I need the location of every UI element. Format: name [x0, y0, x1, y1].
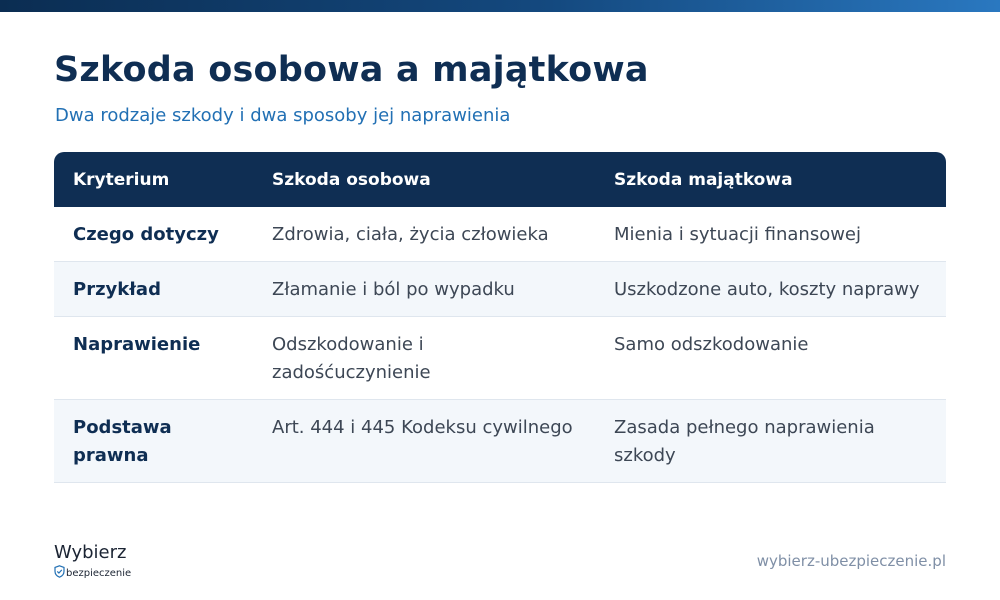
criterion-cell: [54, 262, 254, 316]
criterion-text: Naprawienie: [73, 334, 201, 355]
logo-wordmark-row: [54, 565, 131, 582]
logo-wordmark-bottom: bezpieczenie: [66, 567, 132, 579]
column-header-property-damage: Szkoda majątkowa: [614, 169, 793, 190]
personal-damage-cell: [254, 400, 595, 482]
criterion-text: Przykład: [73, 279, 161, 300]
shield-check-icon: [54, 565, 66, 582]
page-title: Szkoda osobowa a majątkowa: [54, 50, 649, 90]
property-damage-cell: [595, 262, 946, 316]
table-row: [54, 207, 946, 262]
criterion-cell: [54, 207, 254, 261]
comparison-table: [54, 152, 946, 483]
property-damage-text: Mienia i sytuacji finansowej: [614, 224, 862, 245]
criterion-text: Podstawa: [73, 417, 172, 438]
criterion-cell: [54, 317, 254, 399]
criterion-cell: [54, 400, 254, 482]
personal-damage-cell: [254, 207, 595, 261]
property-damage-cell: [595, 400, 946, 482]
website-url: wybierz-ubezpieczenie.pl: [756, 552, 946, 570]
personal-damage-text: Odszkodowanie i: [272, 334, 424, 355]
property-damage-text: Zasada pełnego naprawienia: [614, 417, 875, 438]
property-damage-cell: [595, 317, 946, 399]
criterion-text: prawna: [73, 445, 149, 466]
property-damage-text: szkody: [614, 445, 676, 466]
criterion-text: Czego dotyczy: [73, 224, 219, 245]
personal-damage-text: zadośćuczynienie: [272, 362, 431, 383]
column-header-criterion: Kryterium: [73, 169, 170, 190]
personal-damage-cell: [254, 262, 595, 316]
personal-damage-text: Zdrowia, ciała, życia człowieka: [272, 224, 549, 245]
top-accent-bar: [0, 0, 1000, 12]
table-row: [54, 317, 946, 400]
table-row: [54, 400, 946, 483]
page-subtitle: Dwa rodzaje szkody i dwa sposoby jej naprawienia: [55, 105, 511, 126]
column-header-personal-damage: Szkoda osobowa: [272, 169, 431, 190]
table-header: [54, 152, 946, 207]
personal-damage-cell: [254, 317, 595, 399]
property-damage-cell: [595, 207, 946, 261]
property-damage-text: Samo odszkodowanie: [614, 334, 809, 355]
property-damage-text: Uszkodzone auto, koszty naprawy: [614, 279, 920, 300]
table-row: [54, 262, 946, 317]
personal-damage-text: Art. 444 i 445 Kodeksu cywilnego: [272, 417, 573, 438]
logo-wordmark-top: Wybierz: [54, 542, 127, 563]
brand-logo: [54, 543, 131, 582]
personal-damage-text: Złamanie i ból po wypadku: [272, 279, 515, 300]
